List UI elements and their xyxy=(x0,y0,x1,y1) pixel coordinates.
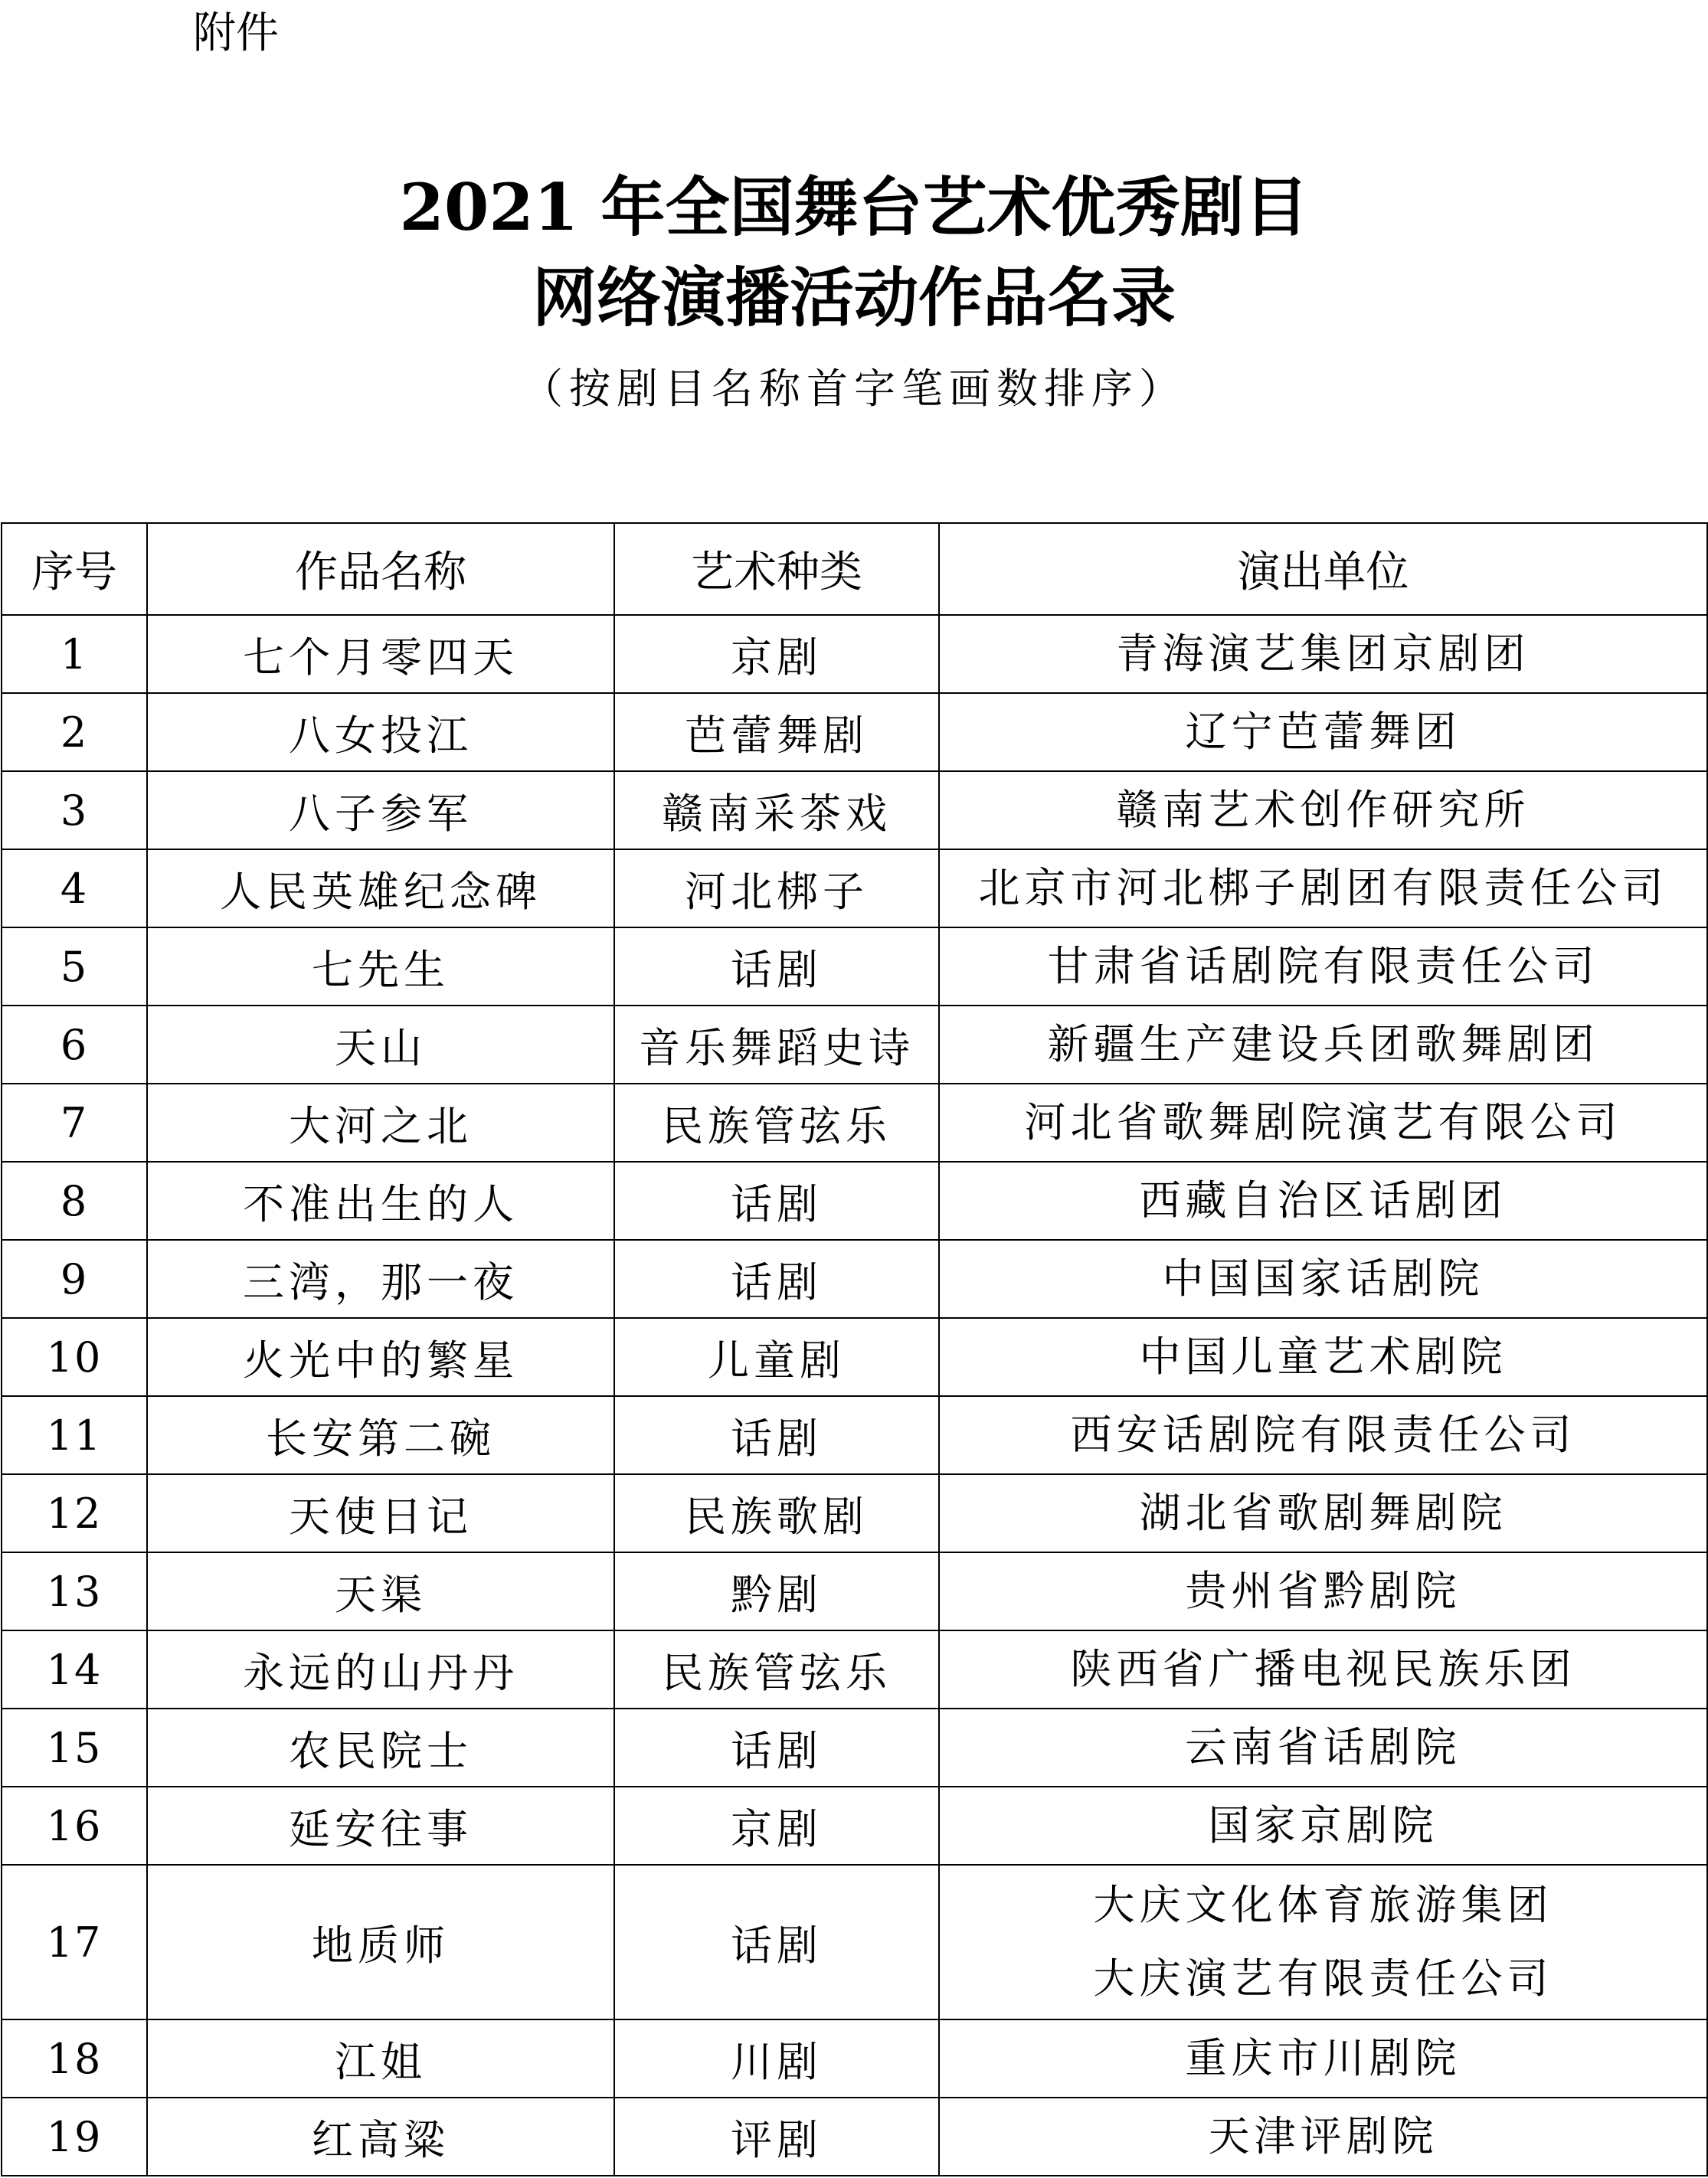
performing-unit xyxy=(939,2098,1707,2176)
page-title-line-1: 2021 年全国舞台艺术优秀剧目 xyxy=(399,169,1309,245)
work-title: 火光中的繁星 xyxy=(147,1318,614,1396)
performing-unit-line: 云南省话剧院 xyxy=(1185,1723,1461,1771)
column-header-unit: 演出单位 xyxy=(939,523,1707,615)
performing-unit xyxy=(939,771,1707,849)
table-row xyxy=(2,1865,1707,2019)
table-row xyxy=(2,1162,1707,1240)
row-number: 1 xyxy=(2,615,147,693)
table-row xyxy=(2,1084,1707,1162)
art-genre: 川剧 xyxy=(614,2019,939,2098)
art-genre: 儿童剧 xyxy=(614,1318,939,1396)
work-title: 红高粱 xyxy=(147,2098,614,2176)
art-genre: 评剧 xyxy=(614,2098,939,2176)
row-number: 7 xyxy=(2,1084,147,1162)
performing-unit-line: 西安话剧院有限责任公司 xyxy=(1070,1411,1576,1459)
row-number: 2 xyxy=(2,693,147,771)
performing-unit xyxy=(939,2019,1707,2098)
works-table xyxy=(1,522,1708,2176)
performing-unit-line: 河北省歌舞剧院演艺有限公司 xyxy=(1024,1098,1622,1146)
work-title: 人民英雄纪念碑 xyxy=(147,849,614,927)
work-title: 农民院士 xyxy=(147,1709,614,1787)
performing-unit xyxy=(939,1318,1707,1396)
row-number: 18 xyxy=(2,2019,147,2098)
art-genre: 民族管弦乐 xyxy=(614,1084,939,1162)
performing-unit-line: 陕西省广播电视民族乐团 xyxy=(1070,1645,1576,1693)
table-row xyxy=(2,1318,1707,1396)
art-genre: 话剧 xyxy=(614,927,939,1006)
row-number: 14 xyxy=(2,1630,147,1709)
work-title: 大河之北 xyxy=(147,1084,614,1162)
art-genre: 民族管弦乐 xyxy=(614,1630,939,1709)
column-header-title: 作品名称 xyxy=(147,523,614,615)
table-row xyxy=(2,1787,1707,1865)
work-title: 江姐 xyxy=(147,2019,614,2098)
work-title: 七先生 xyxy=(147,927,614,1006)
row-number: 13 xyxy=(2,1552,147,1630)
row-number: 3 xyxy=(2,771,147,849)
performing-unit-line: 辽宁芭蕾舞团 xyxy=(1185,708,1461,756)
art-genre: 河北梆子 xyxy=(614,849,939,927)
work-title: 不准出生的人 xyxy=(147,1162,614,1240)
row-number: 9 xyxy=(2,1240,147,1318)
art-genre: 话剧 xyxy=(614,1865,939,2019)
work-title: 天山 xyxy=(147,1006,614,1084)
art-genre: 黔剧 xyxy=(614,1552,939,1630)
performing-unit xyxy=(939,693,1707,771)
table-header-row xyxy=(2,523,1707,615)
performing-unit xyxy=(939,1240,1707,1318)
table-row xyxy=(2,1396,1707,1474)
page-title-line-2: 网络演播活动作品名录 xyxy=(532,260,1176,335)
row-number: 4 xyxy=(2,849,147,927)
performing-unit xyxy=(939,1630,1707,1709)
row-number: 19 xyxy=(2,2098,147,2176)
row-number: 16 xyxy=(2,1787,147,1865)
table-row xyxy=(2,771,1707,849)
table-row xyxy=(2,1240,1707,1318)
performing-unit xyxy=(939,927,1707,1006)
work-title: 永远的山丹丹 xyxy=(147,1630,614,1709)
work-title: 八子参军 xyxy=(147,771,614,849)
table-row xyxy=(2,927,1707,1006)
table-row xyxy=(2,1709,1707,1787)
performing-unit-line: 湖北省歌剧舞剧院 xyxy=(1139,1489,1507,1537)
performing-unit-line: 天津评剧院 xyxy=(1208,2112,1438,2160)
art-genre: 民族歌剧 xyxy=(614,1474,939,1552)
row-number: 11 xyxy=(2,1396,147,1474)
work-title: 延安往事 xyxy=(147,1787,614,1865)
performing-unit-line: 新疆生产建设兵团歌舞剧团 xyxy=(1047,1020,1599,1068)
table-row xyxy=(2,1630,1707,1709)
performing-unit-line: 大庆文化体育旅游集团 xyxy=(1093,1881,1553,1929)
performing-unit-line: 贵州省黔剧院 xyxy=(1185,1567,1461,1615)
performing-unit xyxy=(939,1474,1707,1552)
performing-unit xyxy=(939,1552,1707,1630)
work-title: 天使日记 xyxy=(147,1474,614,1552)
work-title: 三湾，那一夜 xyxy=(147,1240,614,1318)
performing-unit xyxy=(939,1006,1707,1084)
table-row xyxy=(2,615,1707,693)
table-row xyxy=(2,1006,1707,1084)
performing-unit xyxy=(939,1709,1707,1787)
table-row xyxy=(2,2098,1707,2176)
work-title: 地质师 xyxy=(147,1865,614,2019)
table-row xyxy=(2,2019,1707,2098)
performing-unit-line: 甘肃省话剧院有限责任公司 xyxy=(1047,942,1599,990)
row-number: 6 xyxy=(2,1006,147,1084)
table-row xyxy=(2,1474,1707,1552)
performing-unit-line: 重庆市川剧院 xyxy=(1185,2034,1461,2082)
art-genre: 话剧 xyxy=(614,1396,939,1474)
table-row xyxy=(2,849,1707,927)
row-number: 15 xyxy=(2,1709,147,1787)
performing-unit-line: 青海演艺集团京剧团 xyxy=(1116,630,1530,678)
performing-unit-line: 大庆演艺有限责任公司 xyxy=(1093,1954,1553,2003)
performing-unit xyxy=(939,1865,1707,2019)
performing-unit xyxy=(939,1787,1707,1865)
art-genre: 话剧 xyxy=(614,1709,939,1787)
page-subtitle: （按剧目名称首字笔画数排序） xyxy=(522,365,1186,413)
art-genre: 音乐舞蹈史诗 xyxy=(614,1006,939,1084)
row-number: 17 xyxy=(2,1865,147,2019)
art-genre: 话剧 xyxy=(614,1162,939,1240)
performing-unit-line: 中国儿童艺术剧院 xyxy=(1139,1333,1507,1381)
performing-unit xyxy=(939,1396,1707,1474)
table-row xyxy=(2,1552,1707,1630)
performing-unit xyxy=(939,1162,1707,1240)
art-genre: 京剧 xyxy=(614,1787,939,1865)
performing-unit-line: 北京市河北梆子剧团有限责任公司 xyxy=(978,864,1668,912)
attachment-label: 附件 xyxy=(193,8,279,58)
art-genre: 芭蕾舞剧 xyxy=(614,693,939,771)
row-number: 10 xyxy=(2,1318,147,1396)
work-title: 天渠 xyxy=(147,1552,614,1630)
performing-unit xyxy=(939,849,1707,927)
performing-unit-line: 赣南艺术创作研究所 xyxy=(1116,786,1530,834)
art-genre: 京剧 xyxy=(614,615,939,693)
performing-unit-line: 西藏自治区话剧团 xyxy=(1139,1176,1507,1225)
work-title: 八女投江 xyxy=(147,693,614,771)
performing-unit xyxy=(939,1084,1707,1162)
table-row xyxy=(2,693,1707,771)
column-header-number: 序号 xyxy=(2,523,147,615)
row-number: 12 xyxy=(2,1474,147,1552)
performing-unit-line: 国家京剧院 xyxy=(1208,1801,1438,1849)
performing-unit-line: 中国国家话剧院 xyxy=(1162,1254,1484,1303)
column-header-genre: 艺术种类 xyxy=(614,523,939,615)
performing-unit xyxy=(939,615,1707,693)
row-number: 8 xyxy=(2,1162,147,1240)
art-genre: 话剧 xyxy=(614,1240,939,1318)
art-genre: 赣南采茶戏 xyxy=(614,771,939,849)
row-number: 5 xyxy=(2,927,147,1006)
work-title: 七个月零四天 xyxy=(147,615,614,693)
work-title: 长安第二碗 xyxy=(147,1396,614,1474)
